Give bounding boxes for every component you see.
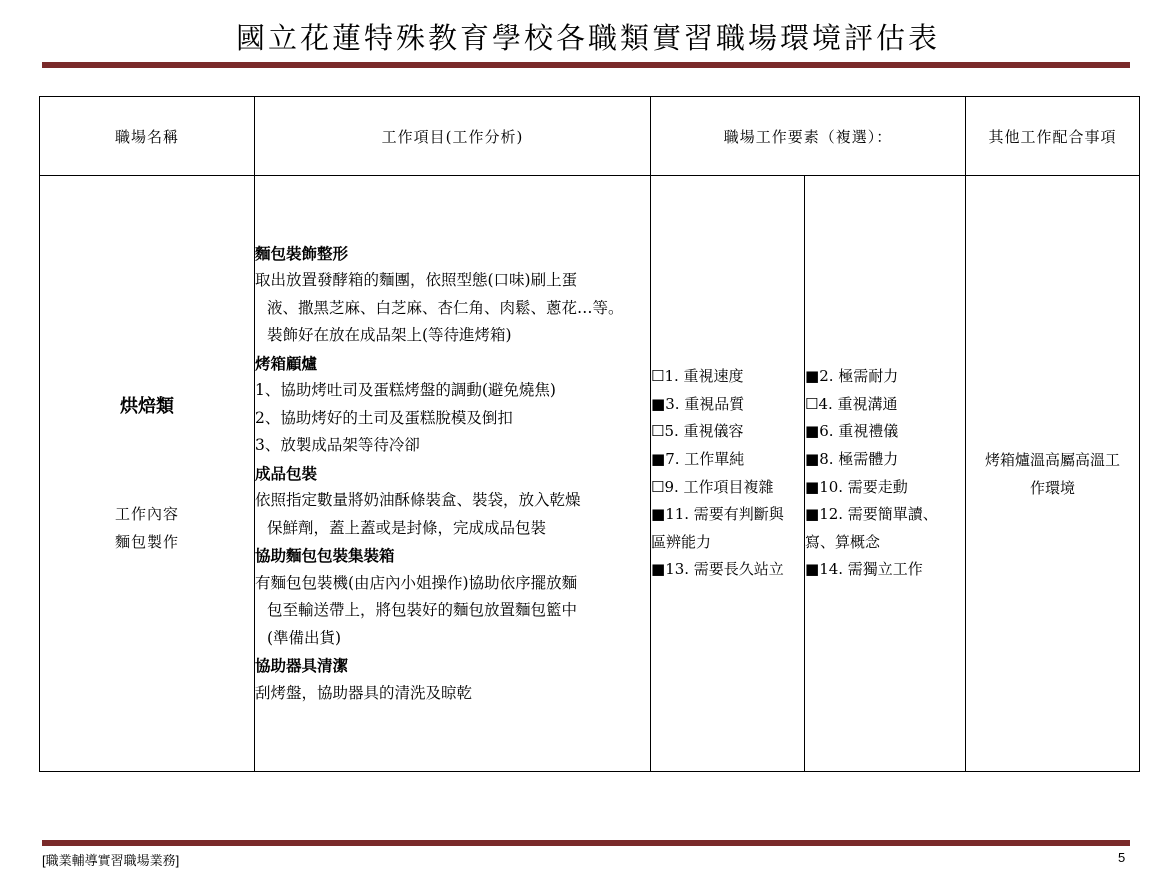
task-line: 1、協助烤吐司及蛋糕烤盤的調動(避免燒焦): [255, 381, 556, 400]
work-elements-left: [651, 176, 805, 772]
element-checkbox[interactable]: ☐: [651, 367, 665, 386]
element-checkbox[interactable]: ■: [651, 505, 666, 524]
work-content-value: 麵包製作: [114, 533, 179, 551]
element-item: [805, 474, 965, 502]
task-line: 依照指定數量將奶油酥條裝盒、裝袋，放入乾燥: [255, 491, 581, 510]
workplace-name: 烘焙類: [120, 396, 174, 417]
element-item: [805, 556, 965, 584]
other-items-line: 作環境: [1030, 478, 1076, 497]
element-label: 6. 重視禮儀: [819, 422, 899, 441]
work-content: [40, 500, 254, 556]
element-checkbox[interactable]: ■: [805, 422, 820, 441]
element-label: 13. 需要長久站立: [665, 560, 784, 579]
task-heading: 協助器具清潔: [255, 656, 349, 676]
task-heading: 協助麵包包裝集裝箱: [255, 546, 395, 566]
task-line: 包至輸送帶上，將包裝好的麵包放置麵包籃中: [267, 601, 578, 620]
element-label: 2. 極需耐力: [819, 367, 899, 386]
element-label: 14. 需獨立工作: [819, 560, 923, 579]
element-item: [805, 501, 965, 529]
element-label: 12. 需要簡單讀、: [819, 505, 938, 524]
element-checkbox[interactable]: ■: [805, 449, 820, 468]
footer-section-label: [職業輔導實習職場業務]: [42, 853, 180, 868]
task-line: 裝飾好在放在成品架上(等待進烤箱): [267, 326, 512, 345]
element-label: 8. 極需體力: [819, 449, 899, 468]
element-item: [651, 556, 804, 584]
element-checkbox[interactable]: ☐: [651, 422, 665, 441]
page-title: 國立花蓮特殊教育學校各職類實習職場環境評估表: [235, 21, 940, 55]
page-number: 5: [1118, 850, 1126, 865]
element-label: 7. 工作單純: [665, 449, 745, 468]
element-item: [805, 418, 965, 446]
evaluation-table: [39, 96, 1140, 772]
task-line: 有麵包包裝機(由店內小姐操作)協助依序擺放麵: [255, 573, 578, 592]
element-checkbox[interactable]: ■: [805, 505, 820, 524]
element-item: [805, 446, 965, 474]
element-item: [805, 363, 965, 391]
task-line: 2、協助烤好的土司及蛋糕脫模及倒扣: [255, 408, 513, 427]
element-item: [805, 529, 965, 557]
element-item: [805, 391, 965, 419]
element-item: [651, 446, 804, 474]
element-label: 1. 重視速度: [664, 367, 744, 386]
element-item: [651, 391, 804, 419]
element-checkbox[interactable]: ■: [651, 560, 666, 579]
task-line: 刮烤盤，協助器具的清洗及晾乾: [255, 683, 473, 702]
element-label: 5. 重視儀容: [664, 422, 744, 441]
element-checkbox[interactable]: ☐: [651, 477, 665, 496]
element-label: 10. 需要走動: [819, 477, 908, 496]
element-item: [651, 363, 804, 391]
element-checkbox[interactable]: ■: [805, 367, 820, 386]
task-line: (準備出貨): [267, 628, 342, 647]
element-label-continued: 區辨能力: [651, 532, 712, 551]
header-workplace-name: 職場名稱: [40, 97, 255, 176]
task-line: 保鮮劑，蓋上蓋或是封條，完成成品包裝: [267, 518, 547, 537]
task-line: 3、放製成品架等待冷卻: [255, 436, 420, 455]
element-checkbox[interactable]: ■: [805, 560, 820, 579]
header-other-items: 其他工作配合事項: [966, 97, 1140, 176]
element-checkbox[interactable]: ■: [651, 394, 666, 413]
work-elements-right: [805, 176, 966, 772]
element-checkbox[interactable]: ☐: [805, 394, 819, 413]
task-heading: 烤箱顧爐: [255, 353, 318, 373]
task-list-cell: [255, 176, 651, 772]
footer-divider: [42, 840, 1130, 846]
element-item: [651, 418, 804, 446]
work-content-label: 工作內容: [114, 505, 179, 523]
task-heading: 麵包裝飾整形: [255, 243, 349, 263]
other-items-cell: [966, 176, 1140, 772]
element-item: [651, 474, 804, 502]
element-label: 11. 需要有判斷與: [665, 505, 784, 524]
element-label: 9. 工作項目複雜: [664, 477, 774, 496]
element-label: 3. 重視品質: [665, 394, 745, 413]
element-item: [651, 529, 804, 557]
task-line: 液、撒黑芝麻、白芝麻、杏仁角、肉鬆、蔥花…等。: [267, 298, 624, 317]
element-label: 4. 重視溝通: [818, 394, 898, 413]
other-items-line: 烤箱爐溫高屬高溫工: [985, 450, 1121, 469]
element-item: [651, 501, 804, 529]
task-heading: 成品包裝: [255, 463, 318, 483]
header-work-elements: 職場工作要素（複選）：: [651, 97, 966, 176]
workplace-cell: [40, 176, 255, 772]
element-label-continued: 寫、算概念: [805, 532, 881, 551]
title-divider: [42, 62, 1130, 68]
element-checkbox[interactable]: ■: [805, 477, 820, 496]
task-line: 取出放置發酵箱的麵團，依照型態(口味)刷上蛋: [255, 271, 578, 290]
element-checkbox[interactable]: ■: [651, 449, 666, 468]
header-task-items: 工作項目(工作分析): [255, 97, 651, 176]
